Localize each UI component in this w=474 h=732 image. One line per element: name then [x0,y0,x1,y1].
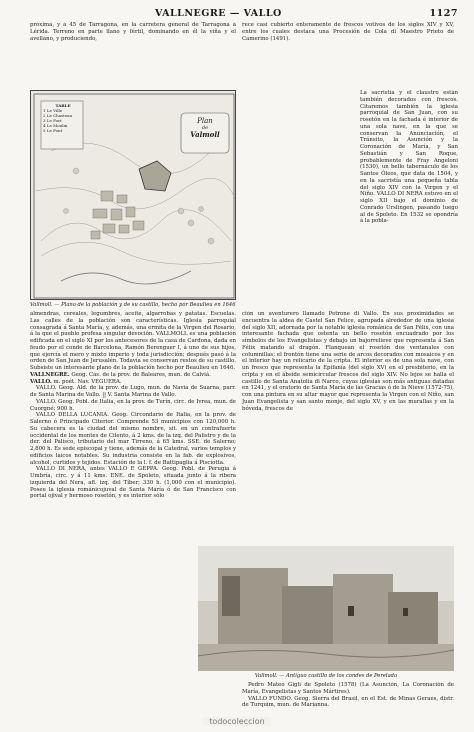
legend-title: TABLE [55,103,71,108]
paragraph: VALLO DELLA LUCANIA. Geog. Circondario de Italia, en la prov. de Salerno ó Principado Citerior. Comprende 53 municipios con 120,000 h. Su cabecera es la ciudad del mismo nombre, sit. en un contrafuerte occidental de los montes de Cilento, á 2 kms. de la izq. del Palistro y de la der. del Palisco, tributario del mar Tirreno, á 65 kms. SSE. de Salerno; 2,800 h. Es sede episcopal y tiene, además de la Catedral, varios templos y edificios laicos notables. Su industria consiste en la fab. de explosivos, alcohol, curtidos y tejidos. Estación de la l. f. de Battipaglia á Pisciotta. [30,412,236,466]
right-column-bottom [242,311,454,543]
paragraph: rece casi cubierto enteramente de frescos votivos de los siglos XIV y XV, entre los cuales destaca una Procesión de Cola di Maestro Prieto de Camerino (1491). [242,22,454,42]
paragraph: VALLO. Geog. Pobl. de Italia, en la prov. de Turín, circ. de Ivrea, mun. de Cuorgné; 900 h. [30,398,236,412]
legend-item: 3 Le Fort [43,118,62,123]
cartouche-line: de [201,125,209,131]
map-legend [43,103,83,133]
paragraph: almendras, cereales, legumbres, aceite, algarrobas y patatas. Escuelas. Las calles de la población son características. Iglesia parroquial consagrada á Santa María, y, además, una ermita de la Virgen del Rosario, á la que el pueblo profesa singular devoción. VALLMOLL es una población edificada en el siglo XI por los antecesores de la casa de Cardona, dada en feudo por el conde de Barcelona, Ramón Berenguer I, á uno de sus hijos, que ejercía el mero y mixto imperio y toda jurisdicción; después pasó á la orden de San Juan de Jerusalén. Todavía se conservan restos de su castillo. Subsiste un interesante plano de la población hecho por Beaulieu en 1646. [30,311,236,371]
paragraph: VALLO FUNDO. Geog. Sierra del Brasil, en el Est. de Minas Geraes, distr. de Turquim, mun. de Marianna. [242,695,454,709]
running-title: VALLNEGRE — VALLO [155,8,282,19]
left-column-top [30,22,236,90]
entry-text: m. poét. Nav. VEGUERA. [51,378,122,385]
paragraph: próxima, y á 45 de Tarragona, en la carretera general de Tarragona á Lérida. Terreno en parte llano y fértil, dominando en él la viña y el avellano, y produciendo, [30,22,236,42]
watermark-text: todocoleccion [203,717,270,726]
cartouche-line: Plan [197,117,213,125]
town-plan-map [30,90,236,300]
watermark [0,712,474,732]
paragraph: ción un aventurero llamado Petrone di Vallo. En sus proximidades se encuentra la aldea de Castel San Felice, agrupada alrededor de una iglesia del siglo XII, adornada por la notable iglesia románica de San Félix, con una interesante fachada que ostenta un bello rosetón encuadrado por los símbolos de los Evangelistas y debajo un bajorrelieve que representa á San Félix matando al dragón. Flanquean el rosetón dos ventanales con columnillas; el frontón tiene una serie de arcos decorados con mosaicos y en el interior hay un relicario de la cripta. El interior es de una sola nave, con un fresco que representa la Epifanía (del siglo XV) en el presbiterio, en la cripta y en el ábside semicircular frescos del siglo XIV. No lejos se halla el castillo de Santa Anatolia di Narco, cuyas iglesias son más antiguas datadas en 1241, y el oratorio de Santa María de las Gracias ó de la Nieve (1572-75), con una pintura en su altar mayor que representa la Virgen con el Niño, san Juan Evangelista y san santo monje, del siglo XV, y en las murallas y en la bóveda, frescos de [242,311,454,412]
legend-item: 2 Le Chasteau [43,113,73,118]
right-column-end [242,682,454,712]
page-header [30,6,458,22]
legend-item: 4 Le Moulin [43,123,68,128]
right-column-top [360,90,458,312]
paragraph: Pedro Mateo Gigli de Spoleto (1578) (La Asunción, La Coronación de María, Evangelistas y Santos Mártires). [242,682,454,695]
entry-head: VALLO. [30,378,52,385]
legend-item: 1 Le Ville [43,108,63,113]
document-page [30,6,458,712]
entry-head: VALLNEGRE. [30,371,70,378]
entry-text: Geog. Cas. de la prov. de Baleares, mun. de Calviá. [69,371,211,378]
paragraph: VALLO DI NERA, antes VALLO E GEPPA. Geog. Pobl. de Perugia á Umbría, circ. y á 11 kms. ENE. de Spoleto, situada junto á la ribera izquierda del Nera, afl. izq. del Tíber; 330 h. (1,000 con el municipio). Posee la iglesia románicojuval de Santa María ó de San Francisco con portal ojival y hermoso rosetón, y es interior sólo [30,466,236,500]
middle-column-top [242,22,454,90]
map-cartouche [182,117,228,139]
castle-drawing [198,546,454,671]
legend-item: 5 Le Pont [43,128,63,133]
castle-photo [198,546,454,671]
map-caption: Vallmoll. — Plano de la población y de su castillo, hecho por Beaulieu en 1646 [30,302,236,308]
paragraph: La sacristía y el claustro están también decorados con frescos. Citaremos también la iglesia parroquial de San Juan, con su rosetón en la fachada é interior de una sola nave, en la que se conservan la Anunciación, el Tránsito, la Asunción y la Coronación de María, y San Sebastián y San Roque, probablemente de Fray Angeloni (1530), un bello tabernáculo de los Santos Óleos, que data de 1504, y en la sacristía una pequeña tabla del siglo XIV con la Virgen y el Niño. VALLO DI NERA estuvo en el siglo XII bajo el dominio de Conrado Urslingen, pasando luego al de Spoleto. En 1532 se opondría á la pobla- [360,90,458,225]
cartouche-line: Valmoll [190,130,220,139]
page-number: 1127 [429,8,458,19]
photo-caption: Vallmoll. — Antiguo castillo de los condes de Perelada [254,673,398,679]
paragraph: VALLO. Geog. Ald. de la prov. de Lugo, mun. de Navia de Suarna, parr. de Santa Marina de Vallo. || V. Santa Marina de Vallo. [30,385,236,398]
